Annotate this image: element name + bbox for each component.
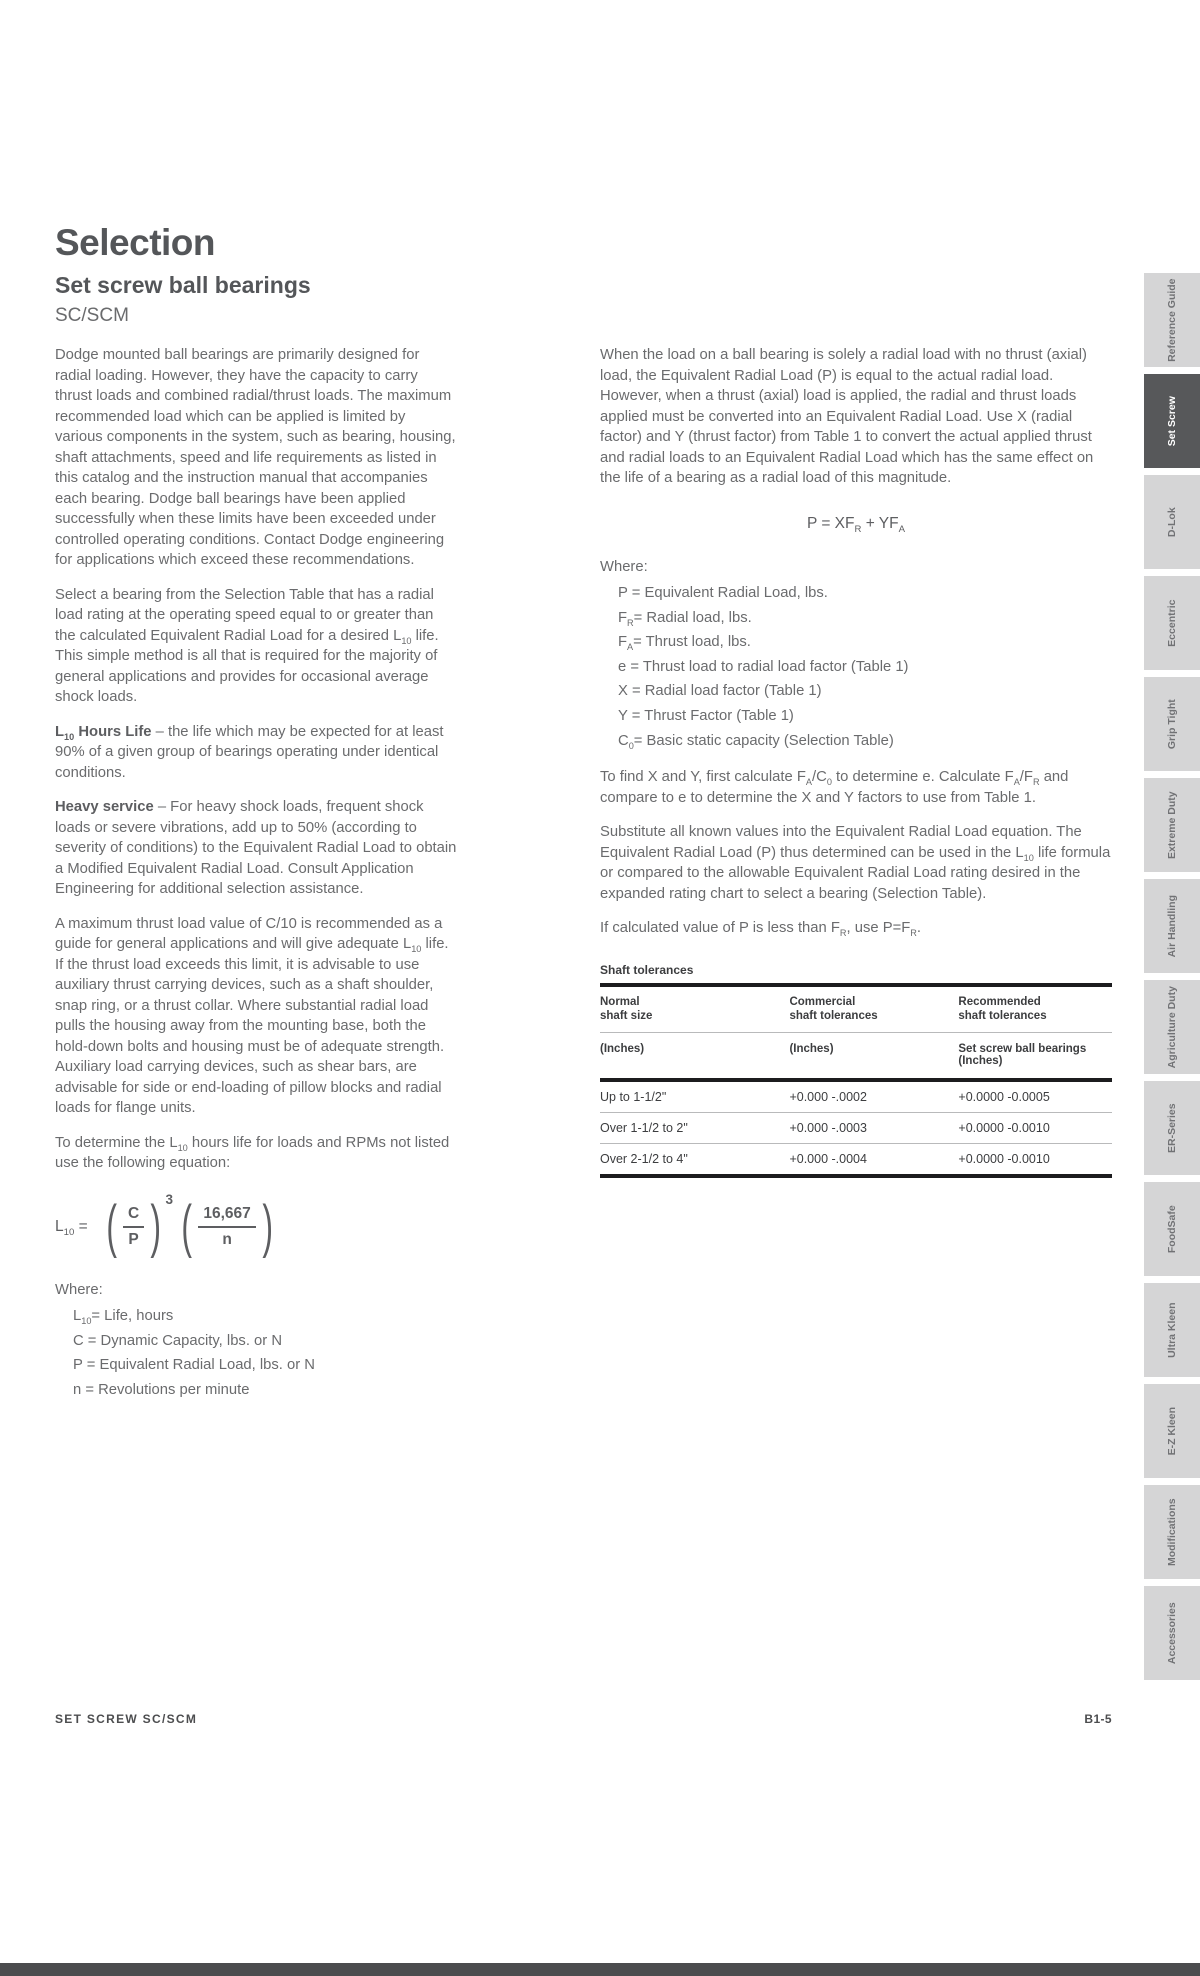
equivalent-radial-load-equation: $P = XF_R + YF_A$ [806, 514, 906, 535]
definition-item: $C_0=$ Basic static capacity (Selection Table) [618, 732, 894, 751]
definition-item: C = Dynamic Capacity, lbs. or N [73, 1332, 282, 1349]
data-cell: +0.0000 -0.0010 [958, 1112, 1112, 1143]
fraction-c-over-p [123, 1205, 144, 1249]
table-units-row [600, 1032, 1112, 1080]
sidebar-tab-foodsafe: FoodSafe [1144, 1182, 1200, 1276]
where-label: Where: [600, 558, 648, 575]
where-label: Where: [55, 1281, 103, 1298]
content-columns [55, 345, 1112, 1416]
paren-open-2: ( [181, 1193, 193, 1259]
table-title: Shaft tolerances [600, 962, 694, 977]
units-cell: Set screw ball bearings (Inches) [958, 1032, 1112, 1080]
shaft-tolerances-section [600, 963, 1112, 1178]
table-header-row [600, 985, 1112, 1033]
sidebar-tab-agriculture-duty: Agriculture Duty [1144, 980, 1200, 1074]
fraction-16667-over-n [198, 1205, 255, 1249]
page-bottom-bar [0, 1963, 1200, 1976]
data-cell: +0.000 -.0002 [789, 1080, 958, 1113]
sidebar-tab-reference-guide: Reference Guide [1144, 273, 1200, 367]
paragraph-select-bearing: Select a bearing from the Selection Table that has a radial load rating at the operating speed equal to or greater than the calculated Equivalent Radial Load for a desired $L_{10}$ life. This simple method is all that is required for the majority of general applications and provides for occasional average shock loads. [55, 586, 439, 705]
definition-item: P = Equivalent Radial Load, lbs. [618, 585, 828, 601]
sidebar-tab-d-lok: D-Lok [1144, 475, 1200, 569]
data-cell: +0.000 -.0004 [789, 1151, 867, 1166]
formula-lhs: $L_{10}$ = [55, 1217, 88, 1238]
fraction-numerator: 16,667 [198, 1205, 255, 1228]
definition-item: P = Equivalent Radial Load, lbs. or N [73, 1357, 315, 1374]
sidebar-tab-extreme-duty: Extreme Duty [1144, 778, 1200, 872]
page-heading [55, 224, 755, 325]
fraction-denominator: P [128, 1230, 139, 1248]
paragraph-equivalent-radial-load: When the load on a ball bearing is solely a radial load with no thrust (axial) load, the Equivalent Radial Load (P) is equal to the actual radial load. However, when a thrust (axial) load is applied, the radial and thrust loads applied must be converted into an Equivalent Radial Load. Use X (radial factor) and Y (thrust factor) from Table 1 to convert the actual applied thrust and radial loads to an Equivalent Radial Load which has the same effect on the life of a bearing as a radial load of this magnitude. [600, 347, 1094, 486]
definition-item: $L_{10}=$ Life, hours [73, 1308, 174, 1326]
units-cell: (Inches) [600, 1032, 789, 1080]
units-cell: (Inches) [789, 1032, 958, 1080]
paragraph-intro: Dodge mounted ball bearings are primarily designed for radial loading. However, they have the capacity to carry thrust loads and combined radial/thrust loads. The maximum recommended load which can be applied is limited by various components in the system, such as bearing, housing, shaft attachments, speed and life requirements as listed in this catalog and the instruction manual that accompanies each bearing. Dodge ball bearings have been applied successfully when these limits have been exceeded under controlled operating conditions. Contact Dodge engineering for applications which exceed these recommendations. [55, 347, 456, 568]
sidebar-tab-er-series: ER-Series [1144, 1081, 1200, 1175]
sidebar-tab-grip-tight: Grip Tight [1144, 677, 1200, 771]
sidebar-tab-air-handling: Air Handling [1144, 879, 1200, 973]
page-footer [55, 1712, 1112, 1726]
fraction-denominator: n [222, 1230, 232, 1248]
data-cell: +0.0000 -0.0010 [958, 1151, 1050, 1166]
page-title: Selection [55, 222, 215, 263]
definition-item: n = Revolutions per minute [73, 1381, 250, 1398]
definition-item: Y = Thrust Factor (Table 1) [618, 707, 794, 724]
data-cell: Over 2-1/2 to 4" [600, 1151, 688, 1166]
paragraph-substitute-values: Substitute all known values into the Equivalent Radial Load equation. The Equivalent Radial Load (P) thus determined can be used in the $L_{10}$ life formula or compared to the allowable Equivalent Radial Load rating desired in the expanded rating chart to select a bearing (Selection Table). [600, 824, 1111, 902]
paragraph-heavy-service: Heavy service – For heavy shock loads, frequent shock loads or severe vibrations, add up to 50% (according to severity of conditions) to the Equivalent Radial Load to obtain a Modified Equivalent Radial Load. Consult Application Engineering for additional selection assistance. [55, 799, 457, 897]
sidebar-tab-set-screw: Set Screw [1144, 374, 1200, 468]
data-cell: +0.0000 -0.0005 [958, 1080, 1112, 1113]
sidebar-tab-e-z-kleen: E-Z Kleen [1144, 1384, 1200, 1478]
paragraph-find-x-y: To find X and Y, first calculate $F_A/C_0$ to determine e. Calculate $F_A/F_R$ and compare to e to determine the X and Y factors to use from Table 1. [600, 769, 1069, 806]
paragraph-l10-hours-life: $L_{10}$ Hours Life – the life which may be expected for at least 90% of a given group of bearings operating under identical conditions. [55, 723, 444, 781]
sidebar-tab-modifications: Modifications [1144, 1485, 1200, 1579]
l10-life-formula [55, 1191, 457, 1259]
sidebar-tab-ultra-kleen: Ultra Kleen [1144, 1283, 1200, 1377]
page-edge-tab-index [1144, 273, 1200, 1687]
header-cell-normal-shaft-size: Normal shaft size [600, 985, 789, 1033]
footer-section-label: SET SCREW SC/SCM [55, 1712, 198, 1726]
paren-close-2: ) [262, 1193, 273, 1259]
definition-list [600, 581, 1112, 753]
page-subtitle: Set screw ball bearings [55, 272, 311, 298]
table-row [600, 1143, 1112, 1176]
footer-page-number: B1-5 [1084, 1712, 1112, 1726]
table-row [600, 1112, 1112, 1143]
series-label: SC/SCM [55, 305, 129, 326]
sidebar-tab-accessories: Accessories [1144, 1586, 1200, 1680]
fraction-numerator: C [123, 1205, 144, 1228]
table-row [600, 1080, 1112, 1113]
right-column [600, 345, 1112, 1416]
data-cell: Up to 1-1/2" [600, 1080, 789, 1113]
header-cell-commercial-tolerances: Commercial shaft tolerances [789, 985, 958, 1033]
paragraph-max-thrust: A maximum thrust load value of C/10 is recommended as a guide for general applications and will give adequate $L_{10}$ life. If the thrust load exceeds this limit, it is advisable to use auxiliary thrust carrying devices, such as a shaft shoulder, snap ring, or a thrust collar. Where substantial radial load pulls the housing away from the mounting base, both the hold-down bolts and housing must be of adequate strength. Auxiliary load carrying devices, such as shear bars, are advisable for side or end-loading of pillow blocks and radial loads for flange units. [55, 915, 449, 1116]
definition-item: $F_A=$ Thrust load, lbs. [618, 634, 751, 653]
paren-close-1: ) [150, 1193, 162, 1259]
definition-item: $F_R=$ Radial load, lbs. [618, 609, 752, 628]
paren-open-1: ( [106, 1193, 117, 1259]
data-cell: Over 1-1/2 to 2" [600, 1112, 789, 1143]
sidebar-tab-eccentric: Eccentric [1144, 576, 1200, 670]
definition-list [55, 1304, 457, 1402]
paragraph-p-less-than-fr: If calculated value of P is less than $F_R$, use $P=F_R$. [600, 920, 922, 939]
paragraph-equation-intro: To determine the $L_{10}$ hours life for loads and RPMs not listed use the following equation: [55, 1134, 450, 1171]
header-cell-recommended-tolerances: Recommended shaft tolerances [958, 985, 1112, 1033]
left-column [55, 345, 457, 1416]
definition-item: e = Thrust load to radial load factor (Table 1) [618, 658, 909, 675]
definition-item: X = Radial load factor (Table 1) [618, 683, 822, 700]
data-cell: +0.000 -.0003 [789, 1112, 958, 1143]
shaft-tolerances-table [600, 983, 1112, 1178]
formula-exponent: 3 [165, 1191, 174, 1207]
